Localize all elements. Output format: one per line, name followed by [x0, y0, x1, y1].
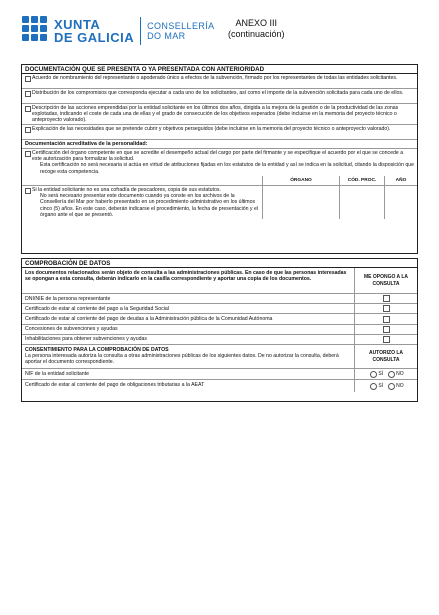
- statutes-row: [22, 186, 417, 219]
- doc-checkbox[interactable]: [25, 106, 31, 112]
- oppose-checkbox[interactable]: [383, 326, 390, 333]
- oppose-header: ME OPONGO A LA CONSULTA: [354, 268, 417, 293]
- oppose-checkbox[interactable]: [383, 305, 390, 312]
- statutes-checkbox[interactable]: [25, 188, 31, 194]
- doc-item-text: Distribución de los compromisos que corresponda ejecutar a cada uno de los solicitantes, así como el importe de la subvención solicitada para cada uno de ellos.: [32, 90, 404, 96]
- dept-line1: CONSELLERÍA: [147, 21, 215, 31]
- xunta-emblem-icon: [22, 16, 48, 46]
- doc-item: [22, 104, 417, 125]
- verification-intro-row: [22, 268, 417, 294]
- verification-intro: Los documentos relacionados serán objeto de consulta a las administraciones públicas. En caso de que las personas interesadas se opongan a esta consulta, deberán indicarlo en la casilla correspondiente y aportar una copia de los documentos.: [25, 269, 347, 282]
- oppose-checkbox[interactable]: [383, 295, 390, 302]
- organo-input[interactable]: [262, 186, 339, 219]
- auth-no-radio[interactable]: [388, 383, 395, 390]
- cod-proc-input[interactable]: [339, 186, 384, 219]
- doc-item-text: Descripción de las acciones emprendidas por la entidad solicitante en los últimos dos años, dirigida a la mejora de la gestión o de la productividad de las zonas explotadas, indicando el coste de cada una de ellas y el grado de consecución de los objetivos esperados (debe incluirse en la memoria del proyecto técnico o anteproyecto valorado).: [32, 105, 399, 124]
- doc-item-text: Acuerdo de nombramiento del representante o apoderado único a efectos de la subvención, firmado por los representantes de todas las entidades solicitantes.: [32, 75, 398, 81]
- oppose-item-label: Certificado de estar al corriente del pago a la Seguridad Social: [25, 305, 169, 312]
- col-ano: AÑO: [384, 176, 417, 185]
- yes-label: SÍ: [378, 370, 384, 377]
- doc-checkbox[interactable]: [25, 91, 31, 97]
- xunta-logo: [22, 16, 215, 46]
- dept-line2: DO MAR: [147, 31, 186, 41]
- annex-title: ANEXO III: [235, 18, 278, 28]
- no-label: NO: [396, 370, 404, 377]
- auth-yes-radio[interactable]: [370, 371, 377, 378]
- doc-item: [22, 89, 417, 104]
- cert-checkbox[interactable]: [25, 151, 31, 157]
- oppose-row: [22, 314, 417, 324]
- consent-title: CONSENTIMIENTO PARA LA COMPROBACIÓN DE DATOS: [25, 346, 169, 353]
- auth-header: AUTORIZO LA CONSULTA: [354, 345, 417, 368]
- doc-item-text: Explicación de las necesidades que se pretende cubrir y objetivos perseguidos (debe incluirse en la memoria del proyecto técnico o anteproyecto valorado).: [32, 126, 391, 132]
- ano-input[interactable]: [384, 186, 417, 219]
- annex-subtitle: (continuación): [228, 29, 285, 39]
- verification-title: COMPROBACIÓN DE DATOS: [22, 259, 417, 268]
- oppose-checkbox[interactable]: [383, 316, 390, 323]
- auth-yes-radio[interactable]: [370, 383, 377, 390]
- cert-text: Certificación del órgano competente en que se acredite el desempeño actual del cargo por parte del firmante y se especifique el acuerdo por el que se concede a este autorización para formalizar la solicitud.: [32, 150, 404, 163]
- doc-checkbox[interactable]: [25, 127, 31, 133]
- col-cod-proc: CÓD. PROC.: [339, 176, 384, 185]
- oppose-item-label: Certificado de estar al corriente del pago de deudas a la Administración pública de la Comunidad Autónoma: [25, 315, 273, 322]
- data-verification-section: [21, 258, 418, 402]
- auth-item-label: NIF de la entidad solicitante: [25, 370, 90, 377]
- oppose-checkbox[interactable]: [383, 336, 390, 343]
- statutes-item: [22, 186, 262, 219]
- auth-no-radio[interactable]: [388, 371, 395, 378]
- documentation-section: [21, 64, 418, 254]
- personality-subtitle: Documentación acreditativa de la personalidad:: [22, 140, 417, 149]
- oppose-row: [22, 335, 417, 345]
- page-header: [14, 12, 424, 62]
- logo-line2: DE GALICIA: [54, 30, 135, 45]
- yes-label: SÍ: [378, 382, 384, 389]
- oppose-item-label: DNI/NIE de la persona representante: [25, 295, 111, 302]
- auth-item-label: Certificado de estar al corriente del pago de obligaciones tributarias a la AEAT: [25, 381, 205, 388]
- doc-checkbox[interactable]: [25, 76, 31, 82]
- doc-item: [22, 74, 417, 89]
- annex-heading: [228, 18, 285, 40]
- logo-divider: [140, 17, 141, 45]
- oppose-row: [22, 304, 417, 314]
- oppose-row: [22, 325, 417, 335]
- auth-row: [22, 369, 417, 380]
- doc-item: [22, 125, 417, 140]
- consent-row: [22, 345, 417, 369]
- statutes-text: Si la entidad solicitante no es una cofradía de pescadores, copia de sus estatutos.: [32, 187, 221, 193]
- no-label: NO: [396, 382, 404, 389]
- certification-item: [22, 149, 417, 176]
- oppose-item-label: Inhabilitaciones para obtener subvenciones y ayudas: [25, 336, 147, 343]
- consent-text: La persona interesada autoriza la consulta a otras administraciones públicas de los siguientes datos. De no autorizar la consulta, deberá aportar el documento correspondiente.: [25, 352, 339, 365]
- auth-row: [22, 380, 417, 392]
- cert-text-note: Esta certificación no será necesaria si actúa en virtud de atribuciones fijadas en los estatutos de la entidad y así se indica en la solicitud, citando la disposición que recoge esta competencia.: [40, 162, 415, 175]
- oppose-row: [22, 294, 417, 304]
- previous-docs-header: [22, 176, 417, 186]
- oppose-item-label: Concesiones de subvenciones y ayudas: [25, 326, 118, 333]
- documentation-title: DOCUMENTACIÓN QUE SE PRESENTA O YA PRESENTADA CON ANTERIORIDAD: [22, 65, 417, 74]
- statutes-note: No será necesario presentar este documento cuando ya conste en los archivos de la Consellería del Mar por haberlo presentado en un procedimiento administrativo en los últimos cinco (5) años. En este caso, deberán indicarse el procedimiento, la fecha de presentación y el órgano ante el que se presentó.: [40, 193, 259, 218]
- logo-line1: XUNTA: [54, 17, 101, 32]
- col-organo: ÓRGANO: [262, 176, 339, 185]
